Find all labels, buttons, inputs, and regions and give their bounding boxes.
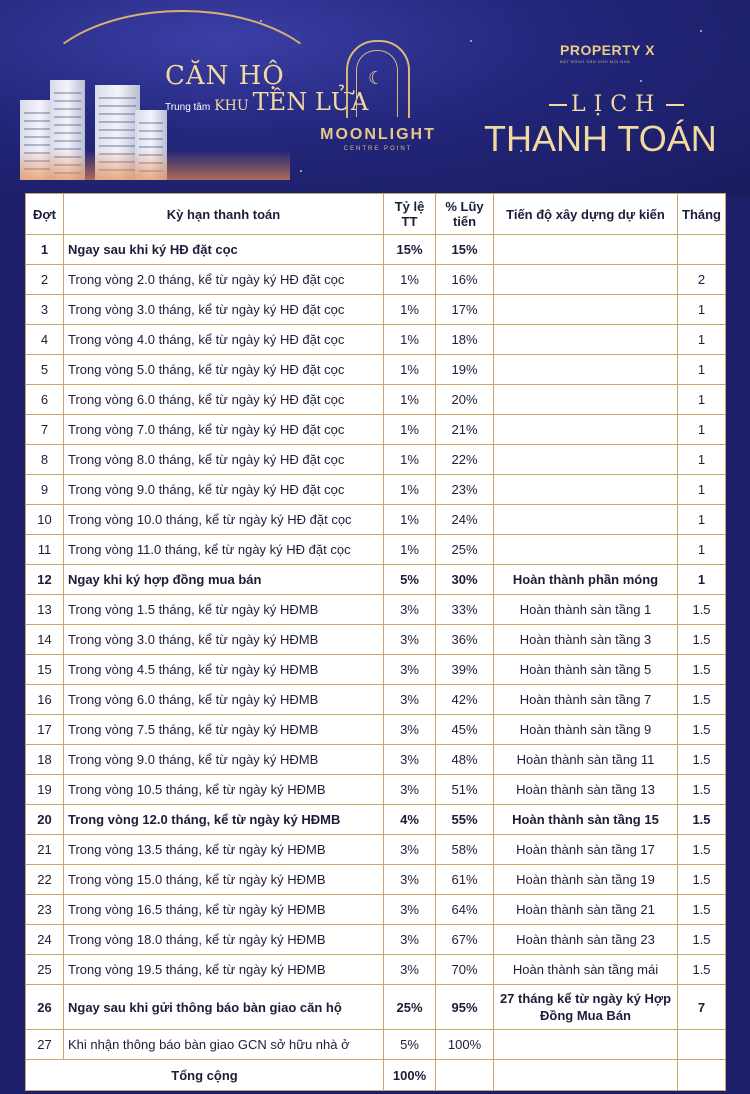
cell-luy-tien: 30% xyxy=(436,565,494,595)
cell-dot: 25 xyxy=(26,955,64,985)
cell-tien-do: 27 tháng kể từ ngày ký Hợp Đồng Mua Bán xyxy=(494,985,678,1030)
cell-tien-do xyxy=(494,1030,678,1060)
cell-ty-le: 3% xyxy=(384,775,436,805)
cell-luy-tien: 24% xyxy=(436,505,494,535)
cell-thang: 1.5 xyxy=(678,955,726,985)
cell-ty-le: 3% xyxy=(384,655,436,685)
cell-ky-han: Khi nhận thông báo bàn giao GCN sở hữu nhà ở xyxy=(64,1030,384,1060)
cell-tien-do: Hoàn thành sàn tầng 7 xyxy=(494,685,678,715)
payment-schedule-table xyxy=(25,193,725,1090)
cell-ty-le: 1% xyxy=(384,295,436,325)
cell-ty-le: 3% xyxy=(384,715,436,745)
cell-luy-tien: 95% xyxy=(436,985,494,1030)
cell-thang: 1.5 xyxy=(678,925,726,955)
cell-tien-do: Hoàn thành sàn tầng 1 xyxy=(494,595,678,625)
cell-luy-tien: 18% xyxy=(436,325,494,355)
cell-ty-le: 1% xyxy=(384,475,436,505)
table-row xyxy=(26,535,726,565)
cell-luy-tien: 21% xyxy=(436,415,494,445)
cell-luy-tien: 19% xyxy=(436,355,494,385)
star xyxy=(700,30,702,32)
cell-tien-do: Hoàn thành sàn tầng 3 xyxy=(494,625,678,655)
cell-ky-han: Trong vòng 1.5 tháng, kể từ ngày ký HĐMB xyxy=(64,595,384,625)
cell-dot: 6 xyxy=(26,385,64,415)
cell-dot: 20 xyxy=(26,805,64,835)
cell-thang: 1 xyxy=(678,505,726,535)
header-banner xyxy=(0,0,750,196)
cell-tien-do: Hoàn thành sàn tầng 15 xyxy=(494,805,678,835)
cell-tien-do: Hoàn thành sàn tầng 23 xyxy=(494,925,678,955)
cell-ky-han: Trong vòng 10.5 tháng, kể từ ngày ký HĐMB xyxy=(64,775,384,805)
table-row xyxy=(26,625,726,655)
table-row xyxy=(26,985,726,1030)
cell-ty-le: 5% xyxy=(384,565,436,595)
total-value: 100% xyxy=(384,1060,436,1091)
table-row xyxy=(26,775,726,805)
cell-dot: 8 xyxy=(26,445,64,475)
cell-luy-tien: 15% xyxy=(436,235,494,265)
cell-dot: 5 xyxy=(26,355,64,385)
cell-ty-le: 3% xyxy=(384,745,436,775)
cell-dot: 2 xyxy=(26,265,64,295)
total-empty xyxy=(678,1060,726,1091)
cell-tien-do: Hoàn thành sàn tầng mái xyxy=(494,955,678,985)
table-row xyxy=(26,745,726,775)
cell-ky-han: Ngay sau khi gửi thông báo bàn giao căn hộ xyxy=(64,985,384,1030)
table-row xyxy=(26,595,726,625)
cell-tien-do: Hoàn thành sàn tầng 9 xyxy=(494,715,678,745)
table-row xyxy=(26,325,726,355)
table-row xyxy=(26,505,726,535)
cell-ty-le: 3% xyxy=(384,685,436,715)
cell-ty-le: 4% xyxy=(384,805,436,835)
cell-luy-tien: 36% xyxy=(436,625,494,655)
header-row xyxy=(26,194,726,235)
cell-thang xyxy=(678,235,726,265)
cell-thang: 1.5 xyxy=(678,835,726,865)
cell-ty-le: 5% xyxy=(384,1030,436,1060)
cell-thang: 1 xyxy=(678,295,726,325)
city-glow xyxy=(20,150,290,180)
logo-name: MOONLIGHT xyxy=(320,126,436,143)
cell-tien-do xyxy=(494,535,678,565)
star xyxy=(470,40,472,42)
cell-thang: 1 xyxy=(678,415,726,445)
cell-thang: 2 xyxy=(678,265,726,295)
ty-le-line1: Tỷ lệ xyxy=(394,199,425,214)
cell-thang: 1 xyxy=(678,385,726,415)
cell-ty-le: 1% xyxy=(384,535,436,565)
table-row xyxy=(26,685,726,715)
cell-luy-tien: 42% xyxy=(436,685,494,715)
cell-dot: 21 xyxy=(26,835,64,865)
cell-thang: 1.5 xyxy=(678,625,726,655)
cell-ky-han: Trong vòng 18.0 tháng, kể từ ngày ký HĐMB xyxy=(64,925,384,955)
luy-tien-line2: tiến xyxy=(452,214,477,229)
cell-tien-do xyxy=(494,355,678,385)
total-row xyxy=(26,1060,726,1091)
cell-ky-han: Ngay sau khi ký HĐ đặt cọc xyxy=(64,235,384,265)
cell-ty-le: 1% xyxy=(384,265,436,295)
ty-le-line2: TT xyxy=(401,214,418,229)
cell-dot: 1 xyxy=(26,235,64,265)
cell-dot: 15 xyxy=(26,655,64,685)
cell-thang: 1.5 xyxy=(678,895,726,925)
star xyxy=(640,80,642,82)
cell-ky-han: Trong vòng 12.0 tháng, kể từ ngày ký HĐMB xyxy=(64,805,384,835)
table-row xyxy=(26,265,726,295)
cell-ky-han: Trong vòng 8.0 tháng, kể từ ngày ký HĐ đặt cọc xyxy=(64,445,384,475)
cell-tien-do: Hoàn thành sàn tầng 17 xyxy=(494,835,678,865)
cell-dot: 16 xyxy=(26,685,64,715)
table-row xyxy=(26,445,726,475)
cell-thang: 1 xyxy=(678,445,726,475)
cell-tien-do xyxy=(494,475,678,505)
cell-ty-le: 3% xyxy=(384,835,436,865)
cell-ky-han: Trong vòng 3.0 tháng, kể từ ngày ký HĐ đặt cọc xyxy=(64,295,384,325)
table-row xyxy=(26,235,726,265)
table-row xyxy=(26,475,726,505)
table-row xyxy=(26,295,726,325)
cell-luy-tien: 45% xyxy=(436,715,494,745)
cell-ty-le: 3% xyxy=(384,895,436,925)
cell-ty-le: 3% xyxy=(384,625,436,655)
cell-thang: 1 xyxy=(678,475,726,505)
cell-thang xyxy=(678,1030,726,1060)
total-empty xyxy=(436,1060,494,1091)
cell-thang: 1.5 xyxy=(678,775,726,805)
hero-line1: CĂN HỘ xyxy=(165,61,285,91)
page-title: THANH TOÁN xyxy=(484,118,717,159)
cell-tien-do: Hoàn thành sàn tầng 5 xyxy=(494,655,678,685)
cell-dot: 4 xyxy=(26,325,64,355)
cell-ky-han: Trong vòng 13.5 tháng, kể từ ngày ký HĐMB xyxy=(64,835,384,865)
cell-ty-le: 1% xyxy=(384,445,436,475)
table-row xyxy=(26,715,726,745)
schedule-table xyxy=(25,193,726,1091)
cell-ky-han: Trong vòng 10.0 tháng, kể từ ngày ký HĐ đặt cọc xyxy=(64,505,384,535)
cell-thang: 1 xyxy=(678,325,726,355)
cell-dot: 14 xyxy=(26,625,64,655)
cell-ky-han: Trong vòng 3.0 tháng, kể từ ngày ký HĐMB xyxy=(64,625,384,655)
hero-small: Trung tâm xyxy=(165,102,211,113)
cell-ty-le: 3% xyxy=(384,955,436,985)
cell-thang: 1.5 xyxy=(678,595,726,625)
cell-luy-tien: 48% xyxy=(436,745,494,775)
table-row xyxy=(26,835,726,865)
col-header-thang: Tháng xyxy=(678,194,726,235)
logo-sub: CENTRE POINT xyxy=(343,146,413,152)
cell-tien-do: Hoàn thành sàn tầng 13 xyxy=(494,775,678,805)
cell-dot: 3 xyxy=(26,295,64,325)
cell-ky-han: Trong vòng 19.5 tháng, kể từ ngày ký HĐMB xyxy=(64,955,384,985)
moon-icon: ☾ xyxy=(368,68,385,88)
cell-ky-han: Trong vòng 4.0 tháng, kể từ ngày ký HĐ đặt cọc xyxy=(64,325,384,355)
cell-dot: 9 xyxy=(26,475,64,505)
cell-luy-tien: 61% xyxy=(436,865,494,895)
cell-thang: 7 xyxy=(678,985,726,1030)
col-header-ty-le xyxy=(384,194,436,235)
cell-dot: 13 xyxy=(26,595,64,625)
cell-tien-do xyxy=(494,445,678,475)
cell-tien-do: Hoàn thành sàn tầng 19 xyxy=(494,865,678,895)
cell-thang: 1.5 xyxy=(678,805,726,835)
hero-line2a: KHU xyxy=(214,98,249,114)
table-body xyxy=(26,235,726,1060)
cell-ky-han: Trong vòng 9.0 tháng, kể từ ngày ký HĐ đặt cọc xyxy=(64,475,384,505)
table-row xyxy=(26,1030,726,1060)
cell-tien-do xyxy=(494,265,678,295)
star xyxy=(300,170,302,172)
cell-ky-han: Trong vòng 4.5 tháng, kể từ ngày ký HĐMB xyxy=(64,655,384,685)
total-label: Tổng cộng xyxy=(26,1060,384,1091)
table-row xyxy=(26,655,726,685)
luy-tien-line1: % Lũy xyxy=(445,199,484,214)
moonlight-logo xyxy=(318,40,438,160)
table-row xyxy=(26,385,726,415)
cell-ky-han: Ngay khi ký hợp đồng mua bán xyxy=(64,565,384,595)
cell-dot: 7 xyxy=(26,415,64,445)
cell-tien-do: Hoàn thành sàn tầng 11 xyxy=(494,745,678,775)
title-bar-left xyxy=(549,104,567,106)
cell-dot: 17 xyxy=(26,715,64,745)
cell-ky-han: Trong vòng 7.0 tháng, kể từ ngày ký HĐ đặt cọc xyxy=(64,415,384,445)
cell-tien-do xyxy=(494,385,678,415)
cell-ty-le: 1% xyxy=(384,325,436,355)
cell-luy-tien: 33% xyxy=(436,595,494,625)
table-row xyxy=(26,865,726,895)
cell-dot: 10 xyxy=(26,505,64,535)
cell-tien-do xyxy=(494,295,678,325)
cell-ky-han: Trong vòng 6.0 tháng, kể từ ngày ký HĐMB xyxy=(64,685,384,715)
cell-ky-han: Trong vòng 5.0 tháng, kể từ ngày ký HĐ đặt cọc xyxy=(64,355,384,385)
cell-ky-han: Trong vòng 7.5 tháng, kể từ ngày ký HĐMB xyxy=(64,715,384,745)
cell-thang: 1.5 xyxy=(678,865,726,895)
cell-ky-han: Trong vòng 6.0 tháng, kể từ ngày ký HĐ đặt cọc xyxy=(64,385,384,415)
cell-ky-han: Trong vòng 16.5 tháng, kể từ ngày ký HĐMB xyxy=(64,895,384,925)
cell-luy-tien: 23% xyxy=(436,475,494,505)
cell-ty-le: 1% xyxy=(384,505,436,535)
cell-thang: 1 xyxy=(678,565,726,595)
table-row xyxy=(26,415,726,445)
cell-luy-tien: 100% xyxy=(436,1030,494,1060)
cell-thang: 1 xyxy=(678,355,726,385)
table-row xyxy=(26,925,726,955)
total-empty xyxy=(494,1060,678,1091)
cell-dot: 12 xyxy=(26,565,64,595)
cell-dot: 22 xyxy=(26,865,64,895)
cell-tien-do xyxy=(494,415,678,445)
cell-ky-han: Trong vòng 15.0 tháng, kể từ ngày ký HĐMB xyxy=(64,865,384,895)
cell-ty-le: 1% xyxy=(384,415,436,445)
cell-thang: 1.5 xyxy=(678,655,726,685)
cell-ty-le: 25% xyxy=(384,985,436,1030)
cell-ky-han: Trong vòng 2.0 tháng, kể từ ngày ký HĐ đặt cọc xyxy=(64,265,384,295)
cell-dot: 26 xyxy=(26,985,64,1030)
cell-thang: 1.5 xyxy=(678,745,726,775)
table-row xyxy=(26,895,726,925)
cell-ty-le: 15% xyxy=(384,235,436,265)
cell-tien-do xyxy=(494,325,678,355)
cell-dot: 24 xyxy=(26,925,64,955)
cell-luy-tien: 22% xyxy=(436,445,494,475)
table-row xyxy=(26,955,726,985)
cell-ky-han: Trong vòng 9.0 tháng, kể từ ngày ký HĐMB xyxy=(64,745,384,775)
brand-logo: PROPERTY X xyxy=(560,42,655,58)
cell-luy-tien: 55% xyxy=(436,805,494,835)
col-header-dot: Đợt xyxy=(26,194,64,235)
cell-luy-tien: 25% xyxy=(436,535,494,565)
cell-luy-tien: 39% xyxy=(436,655,494,685)
cell-ty-le: 1% xyxy=(384,385,436,415)
cell-thang: 1.5 xyxy=(678,715,726,745)
title-bar-right xyxy=(666,104,684,106)
col-header-tien-do: Tiến độ xây dựng dự kiến xyxy=(494,194,678,235)
cell-luy-tien: 51% xyxy=(436,775,494,805)
cell-ty-le: 3% xyxy=(384,865,436,895)
cell-tien-do xyxy=(494,505,678,535)
cell-ky-han: Trong vòng 11.0 tháng, kể từ ngày ký HĐ đặt cọc xyxy=(64,535,384,565)
brand-tagline: BẤT ĐỘNG SẢN CHO MỌI NHÀ xyxy=(560,59,631,64)
cell-dot: 19 xyxy=(26,775,64,805)
table-row xyxy=(26,805,726,835)
cell-dot: 27 xyxy=(26,1030,64,1060)
table-row xyxy=(26,355,726,385)
title-top-text: LỊCH xyxy=(571,92,663,117)
cell-luy-tien: 70% xyxy=(436,955,494,985)
col-header-ky-han: Kỳ hạn thanh toán xyxy=(64,194,384,235)
cell-luy-tien: 20% xyxy=(436,385,494,415)
hero-line2b: TÊN LỬA xyxy=(252,88,369,116)
cell-tien-do xyxy=(494,235,678,265)
cell-luy-tien: 17% xyxy=(436,295,494,325)
cell-ty-le: 3% xyxy=(384,925,436,955)
cell-luy-tien: 58% xyxy=(436,835,494,865)
cell-dot: 18 xyxy=(26,745,64,775)
col-header-luy-tien xyxy=(436,194,494,235)
table-row xyxy=(26,565,726,595)
cell-tien-do: Hoàn thành phần móng xyxy=(494,565,678,595)
cell-luy-tien: 67% xyxy=(436,925,494,955)
title-top xyxy=(545,92,688,117)
cell-luy-tien: 64% xyxy=(436,895,494,925)
cell-tien-do: Hoàn thành sàn tầng 21 xyxy=(494,895,678,925)
cell-ty-le: 3% xyxy=(384,595,436,625)
cell-thang: 1 xyxy=(678,535,726,565)
cell-dot: 23 xyxy=(26,895,64,925)
cell-luy-tien: 16% xyxy=(436,265,494,295)
cell-thang: 1.5 xyxy=(678,685,726,715)
cell-dot: 11 xyxy=(26,535,64,565)
cell-ty-le: 1% xyxy=(384,355,436,385)
